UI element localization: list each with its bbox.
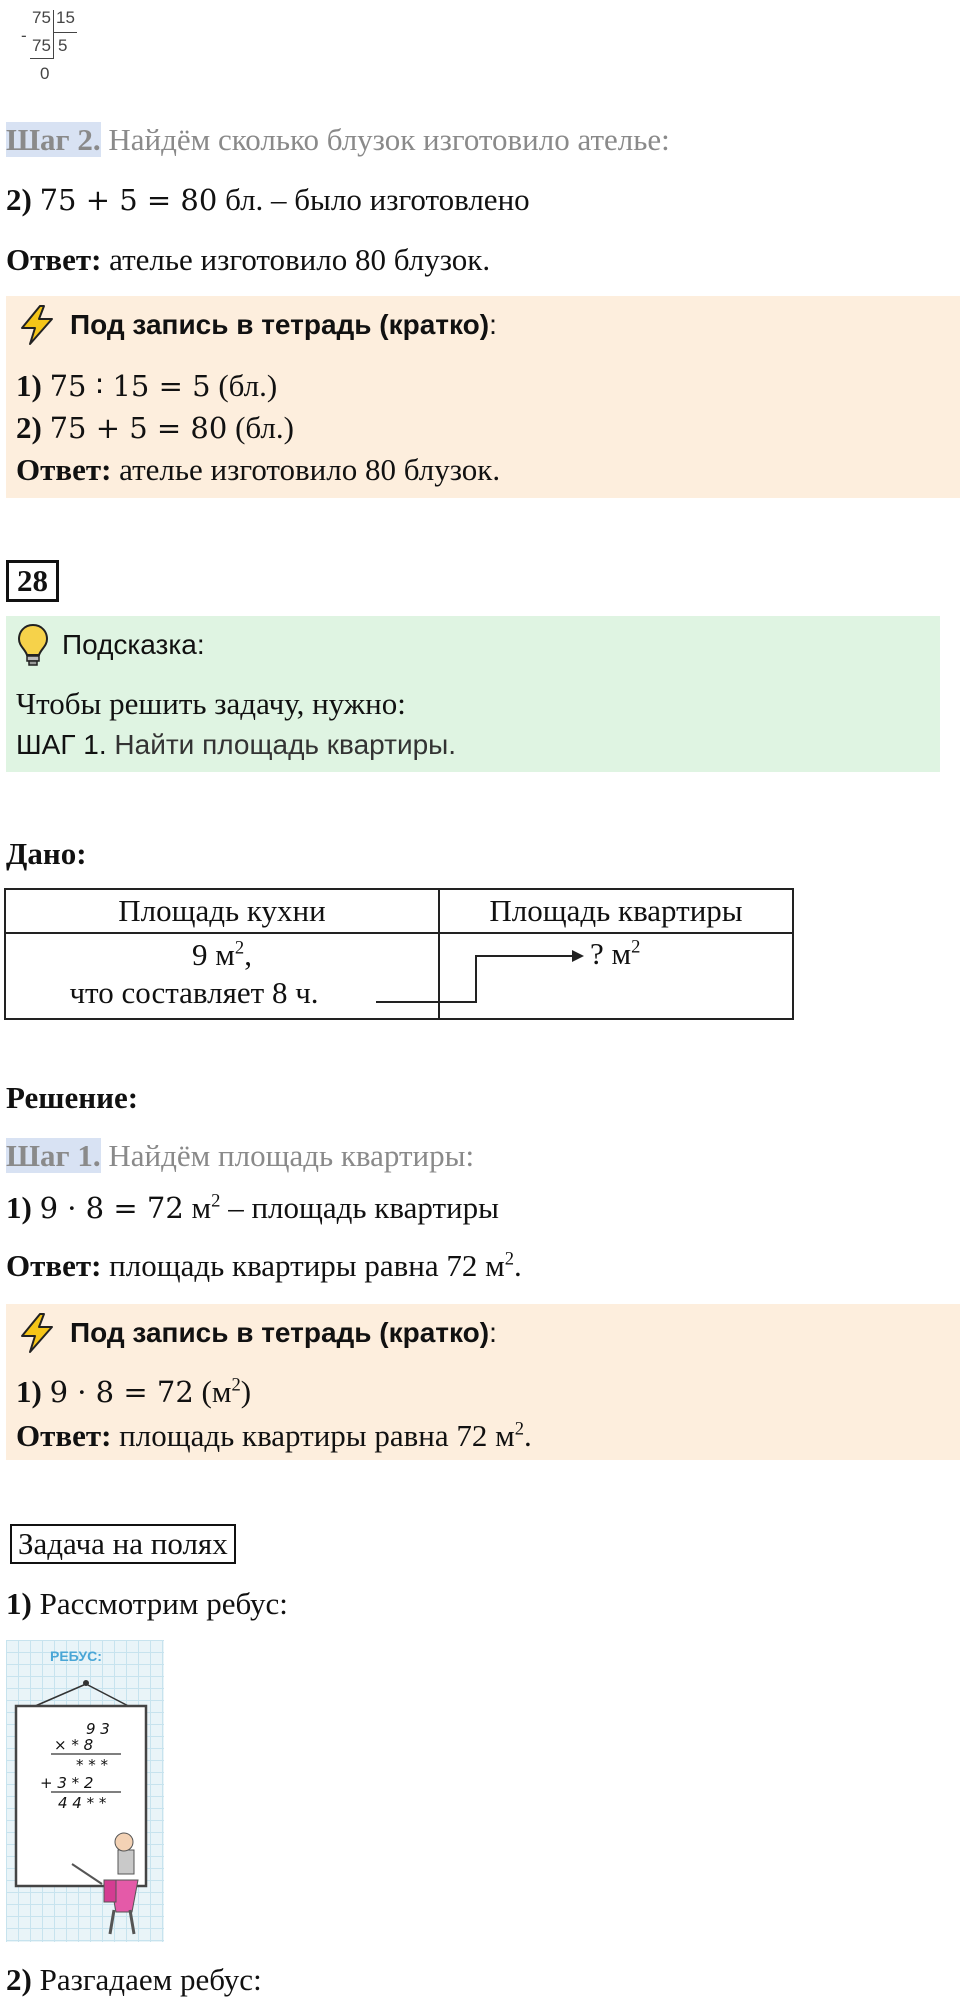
note-line-2: 2) 75 + 5 = 80 (бл.) bbox=[16, 410, 294, 445]
note-answer: Ответ: площадь квартиры равна 72 $м^2$. bbox=[16, 1418, 532, 1453]
divisor: 15 bbox=[56, 8, 75, 27]
rebus-image bbox=[6, 1640, 164, 1942]
note-answer: Ответ: ателье изготовило 80 блузок. bbox=[16, 452, 501, 487]
minus-sign: - bbox=[21, 26, 27, 45]
given-label: Дано: bbox=[6, 836, 87, 871]
answer-line-2: Ответ: площадь квартиры равна 72 $м^2$. bbox=[6, 1248, 522, 1283]
hint-step: ШАГ 1. Найти площадь квартиры. bbox=[16, 729, 457, 760]
given-table bbox=[4, 888, 794, 1020]
kitchen-area-cell: 9 $м^2$, что составляет 8 ч. bbox=[5, 933, 439, 1019]
step-2-line bbox=[6, 122, 670, 158]
note-title: Под запись в тетрадь (кратко): bbox=[70, 309, 497, 340]
dividend: 75 bbox=[32, 8, 51, 27]
quotient: 5 bbox=[58, 36, 68, 55]
lightbulb-icon bbox=[16, 622, 50, 668]
apartment-area-cell: ? $м^2$ bbox=[439, 933, 793, 1019]
rebus-row-5: 4 4 * * bbox=[58, 1794, 107, 1812]
rebus-row-1: 9 3 bbox=[86, 1720, 110, 1738]
notebook-note-box-2 bbox=[6, 1304, 960, 1460]
note-line-1: 1) 75 ∶ 15 = 5 (бл.) bbox=[16, 368, 278, 403]
lightning-icon bbox=[16, 1312, 58, 1354]
step-label: Шаг 2. bbox=[6, 122, 101, 157]
step-text: Найдём сколько блузок изготовило ателье: bbox=[108, 122, 670, 157]
solution-line-2: 2) 75 + 5 = 80 бл. – было изготовлено bbox=[6, 182, 530, 217]
rebus-intro: 1) Рассмотрим ребус: bbox=[6, 1586, 288, 1621]
header-kitchen-area: Площадь кухни bbox=[5, 889, 439, 933]
hint-title: Подсказка: bbox=[62, 629, 205, 660]
task-number: 28 bbox=[6, 560, 59, 602]
rebus-heading: РЕБУС: bbox=[50, 1648, 102, 1664]
connector-arrow bbox=[4, 888, 794, 1020]
header-apartment-area: Площадь квартиры bbox=[439, 889, 793, 933]
remainder: 0 bbox=[40, 64, 50, 83]
margin-task-label: Задача на полях bbox=[10, 1524, 236, 1564]
hint-text: Чтобы решить задачу, нужно: bbox=[16, 686, 406, 721]
expression: 75 + 5 = 80 bbox=[39, 183, 218, 217]
step-1-line: Шаг 1. Найдём площадь квартиры: bbox=[6, 1138, 475, 1173]
solution-line-1: 1) 9 · 8 = 72 $м^2$ – площадь квартиры bbox=[6, 1190, 499, 1225]
solution-label: Решение: bbox=[6, 1080, 139, 1115]
answer-line: Ответ: ателье изготовило 80 блузок. bbox=[6, 242, 491, 277]
long-division bbox=[18, 6, 88, 92]
lightning-icon bbox=[16, 304, 58, 346]
note-line-1: 1) 9 · 8 = 72 $(м^2)$ bbox=[16, 1374, 252, 1409]
notebook-note-box bbox=[6, 296, 960, 498]
rebus-row-2: × * 8 bbox=[54, 1736, 94, 1754]
note-title: Под запись в тетрадь (кратко): bbox=[70, 1317, 497, 1348]
hint-box bbox=[6, 616, 940, 772]
rebus-row-4: + 3 * 2 bbox=[40, 1774, 94, 1792]
rebus-row-3: * * * bbox=[76, 1756, 109, 1774]
rebus-solve: 2) Разгадаем ребус: bbox=[6, 1962, 262, 1997]
subtrahend: 75 bbox=[32, 36, 51, 55]
